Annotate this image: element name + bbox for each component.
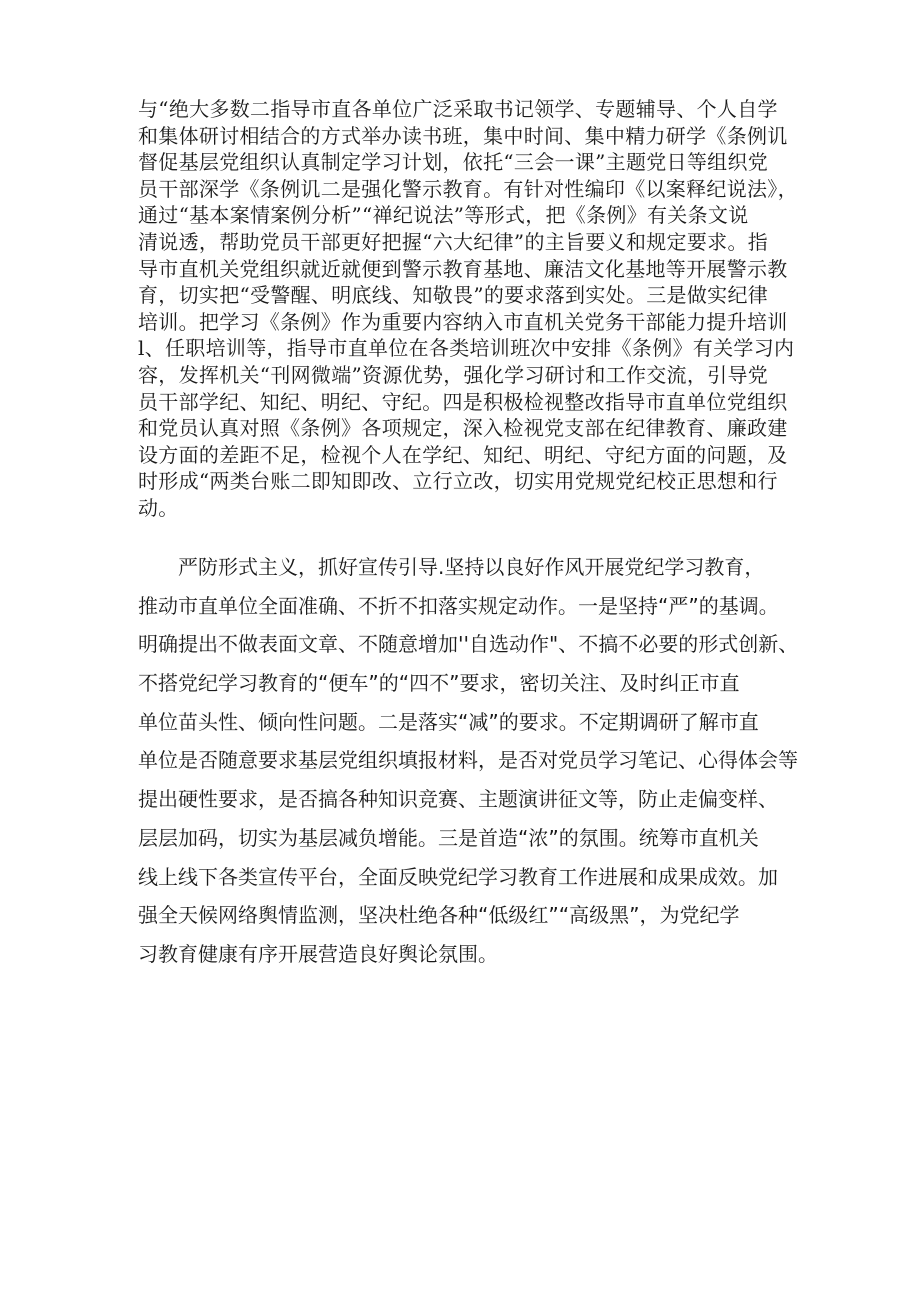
text-line: 提出硬性要求，是否搞各种知识竞赛、主题演讲征文等，防止走偏变样、 <box>138 787 778 812</box>
text-line: 容，发挥机关“刊网微端”资源优势，强化学习研讨和工作交流，引导党 <box>138 362 769 387</box>
text-line: 清说透，帮助党员干部更好把握“六大纪律”的主旨要义和规定要求。指 <box>138 229 769 254</box>
text-line: 时形成“两类台账二即知即改、立行立改，切实用党规党纪校正思想和行 <box>138 469 778 494</box>
text-line: 导市直机关党组织就近就便到警示教育基地、廉洁文化基地等开展警示教 <box>138 256 788 281</box>
text-line: 督促基层党组织认真制定学习计划，依托“三会一课”主题党日等组织党 <box>138 150 769 175</box>
text-line: 明确提出不做表面文章、不随意增加''自选动作"、不搞不必要的形式创新、 <box>138 632 799 657</box>
text-line: 员干部学纪、知纪、明纪、守纪。四是积极检视整改指导市直单位党组织 <box>138 389 788 414</box>
text-line: 员干部深学《条例讥二是强化警示教育。有针对性编印《以案释纪说法》， <box>138 176 798 201</box>
paragraph-discipline-education <box>138 96 798 522</box>
text-line: l、任职培训等，指导市直单位在各类培训班次中安排《条例》有关学习内 <box>138 336 795 361</box>
text-line: 不搭党纪学习教育的“便车”的“四不”要求，密切关注、及时纠正市直 <box>138 671 740 696</box>
text-line: 推动市直单位全面准确、不折不扣落实规定动作。一是坚持“严”的基调。 <box>138 593 779 618</box>
text-line: 通过“基本案情案例分析”“禅纪说法”等形式，把《条例》有关条文说 <box>138 203 749 228</box>
text-line: 设方面的差距不足，检视个人在学纪、知纪、明纪、守纪方面的问题，及 <box>138 442 788 467</box>
text-line: 和集体研讨相结合的方式举办读书班，集中时间、集中精力研学《条例讥 <box>138 123 788 148</box>
text-line: 培训。把学习《条例》作为重要内容纳入市直机关党务干部能力提升培训 <box>138 309 788 334</box>
text-line: 单位苗头性、倾向性问题。二是落实“减”的要求。不定期调研了解市直 <box>138 709 759 734</box>
text-line: 严防形式主义，抓好宣传引导.坚持以良好作风开展党纪学习教育， <box>178 555 765 579</box>
text-line: 习教育健康有序开展营造良好舆论氛围。 <box>138 941 498 966</box>
text-line: 强全天候网络舆情监测，坚决杜绝各种“低级红”“高级黑”，为党纪学 <box>138 903 740 928</box>
text-line: 和党员认真对照《条例》各项规定，深入检视党支部在纪律教育、廉政建 <box>138 416 788 441</box>
text-line: 单位是否随意要求基层党组织填报材料，是否对党员学习笔记、心得体会等 <box>138 748 798 773</box>
text-line: 与“绝大多数二指导市直各单位广泛采取书记领学、专题辅导、个人自学 <box>138 97 778 121</box>
text-line: 动。 <box>138 495 179 520</box>
text-line: 育，切实把“受警醒、明底线、知敬畏”的要求落到实处。三是做实纪律 <box>138 283 769 308</box>
paragraph-prevent-formalism <box>138 548 818 974</box>
text-line: 层层加码，切实为基层减负增能。三是首造“浓”的氛围。统筹市直机关 <box>138 825 759 850</box>
text-line: 线上线下各类宣传平台，全面反映党纪学习教育工作进展和成果成效。加 <box>138 864 778 889</box>
